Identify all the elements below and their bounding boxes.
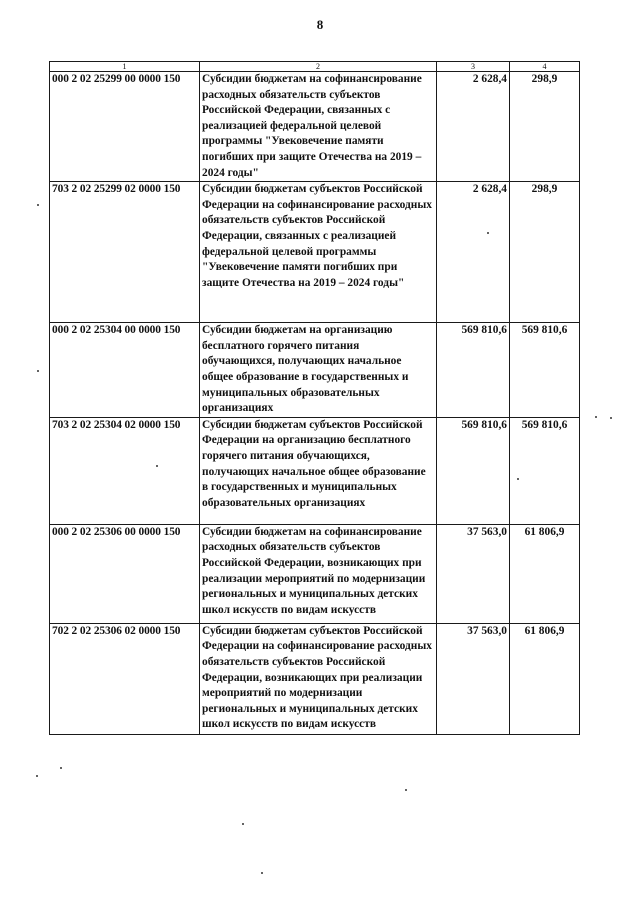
scan-speck xyxy=(156,465,158,467)
column-header-1: 1 xyxy=(50,62,200,72)
table-row xyxy=(50,524,580,623)
budget-table xyxy=(49,61,580,735)
classification-code: 000 2 02 25306 00 0000 150 xyxy=(50,524,200,623)
scan-speck xyxy=(36,775,38,777)
income-description: Субсидии бюджетам субъектов Российской Федерации на софинансирование расходных обязательств субъектов Российской Федерации, связанных с реализацией федеральной целевой программы "Увековечение памяти погибших при защите Отечества на 2019 – 2024 годы" xyxy=(200,182,437,323)
scan-speck xyxy=(405,789,407,791)
scan-speck xyxy=(242,823,244,825)
scan-speck xyxy=(37,370,39,372)
scan-speck xyxy=(517,478,519,480)
amount-col3: 569 810,6 xyxy=(437,323,510,418)
scan-speck xyxy=(487,232,489,234)
income-description: Субсидии бюджетам на софинансирование расходных обязательств субъектов Российской Федерации, связанных с реализацией федеральной целевой программы "Увековечение памяти погибших при защите Отечества на 2019 – 2024 годы" xyxy=(200,72,437,182)
amount-col3: 569 810,6 xyxy=(437,417,510,524)
income-description: Субсидии бюджетам субъектов Российской Федерации на софинансирование расходных обязательств субъектов Российской Федерации, возникающих при реализации мероприятий по модернизации региональных и муниципальных детских школ искусств по видам искусств xyxy=(200,623,437,734)
amount-col4: 569 810,6 xyxy=(510,417,580,524)
column-header-2: 2 xyxy=(200,62,437,72)
classification-code: 702 2 02 25306 02 0000 150 xyxy=(50,623,200,734)
column-header-3: 3 xyxy=(437,62,510,72)
income-description: Субсидии бюджетам субъектов Российской Федерации на организацию бесплатного горячего питания обучающихся, получающих начальное общее образование в государственных и муниципальных образовательных организациях xyxy=(200,417,437,524)
scan-speck xyxy=(261,872,263,874)
scan-speck xyxy=(60,767,62,769)
amount-col3: 2 628,4 xyxy=(437,182,510,323)
table-header-row xyxy=(50,62,580,72)
amount-col4: 569 810,6 xyxy=(510,323,580,418)
scan-speck xyxy=(37,204,39,206)
classification-code: 703 2 02 25299 02 0000 150 xyxy=(50,182,200,323)
income-description: Субсидии бюджетам на организацию бесплатного горячего питания обучающихся, получающих начальное общее образование в государственных и муниципальных образовательных организациях xyxy=(200,323,437,418)
scan-speck xyxy=(610,417,612,419)
amount-col4: 61 806,9 xyxy=(510,524,580,623)
table-row xyxy=(50,182,580,323)
table-row xyxy=(50,417,580,524)
scan-speck xyxy=(595,416,597,418)
amount-col4: 298,9 xyxy=(510,72,580,182)
amount-col3: 37 563,0 xyxy=(437,623,510,734)
amount-col3: 2 628,4 xyxy=(437,72,510,182)
income-description: Субсидии бюджетам на софинансирование расходных обязательств субъектов Российской Федерации, возникающих при реализации мероприятий по модернизации региональных и муниципальных детских школ искусств по видам искусств xyxy=(200,524,437,623)
classification-code: 000 2 02 25304 00 0000 150 xyxy=(50,323,200,418)
classification-code: 703 2 02 25304 02 0000 150 xyxy=(50,417,200,524)
table-row xyxy=(50,623,580,734)
page-number: 8 xyxy=(316,17,324,32)
classification-code: 000 2 02 25299 00 0000 150 xyxy=(50,72,200,182)
column-header-4: 4 xyxy=(510,62,580,72)
amount-col4: 298,9 xyxy=(510,182,580,323)
table-row xyxy=(50,72,580,182)
amount-col3: 37 563,0 xyxy=(437,524,510,623)
table-row xyxy=(50,323,580,418)
amount-col4: 61 806,9 xyxy=(510,623,580,734)
